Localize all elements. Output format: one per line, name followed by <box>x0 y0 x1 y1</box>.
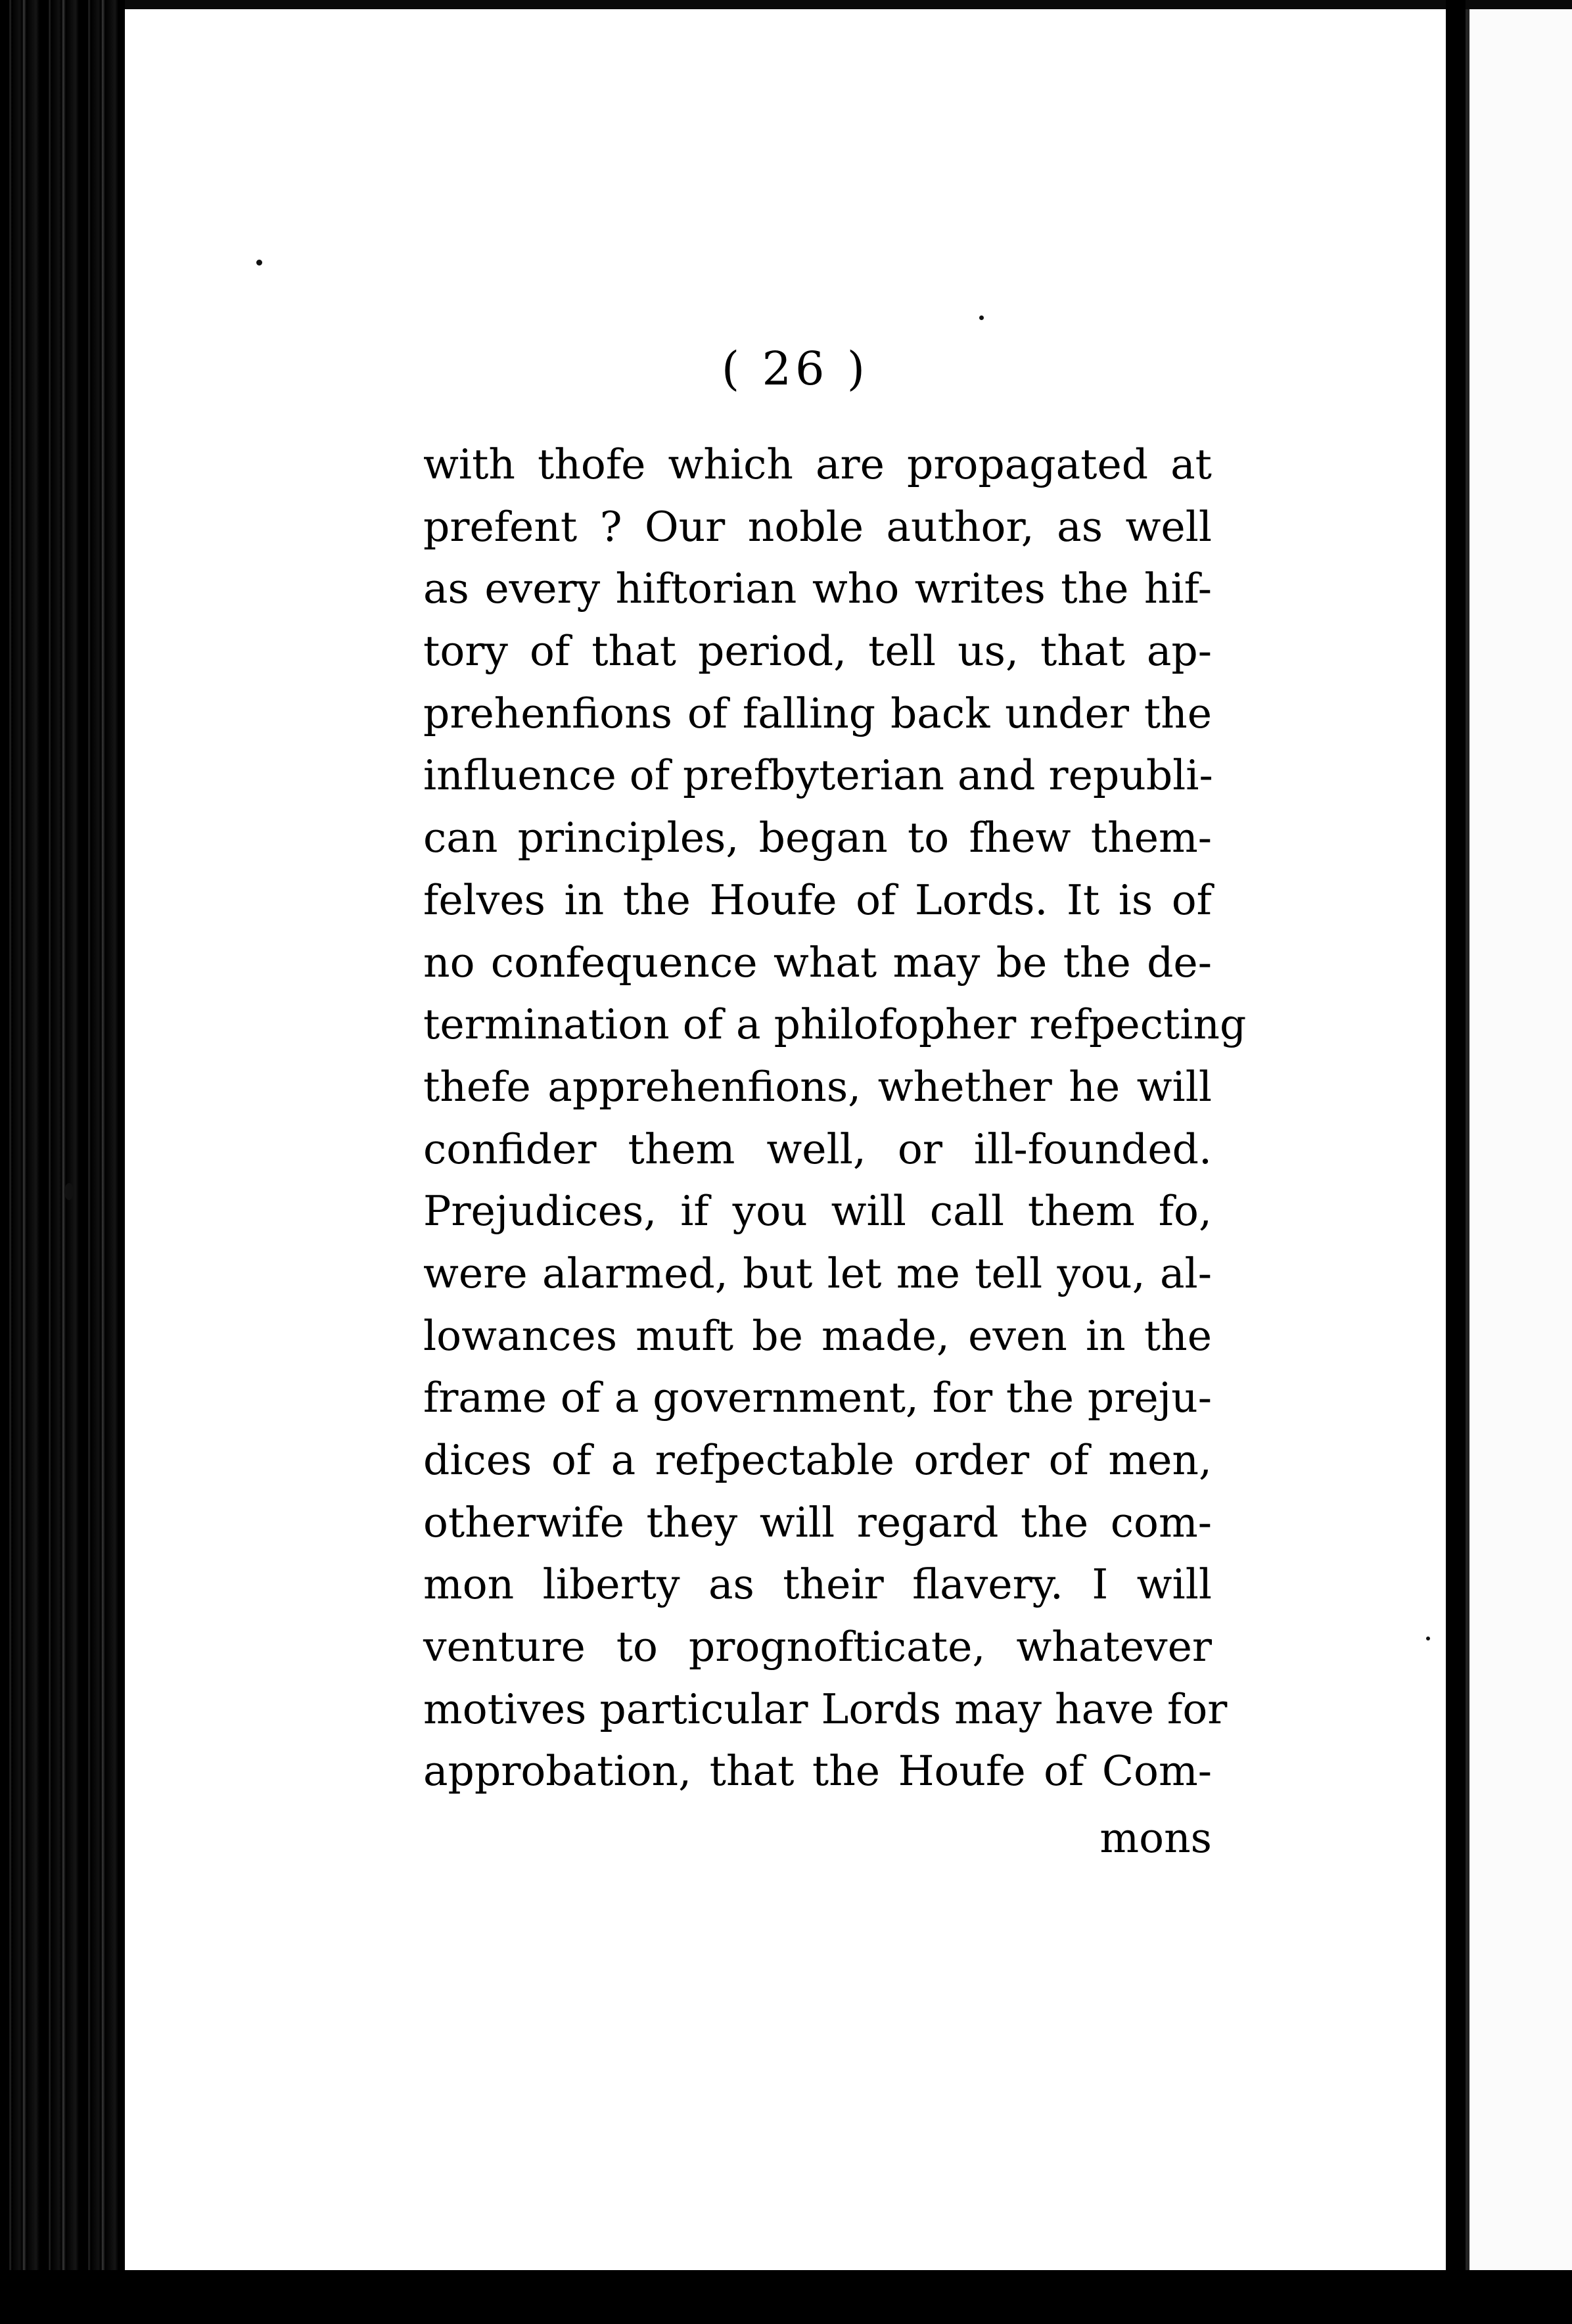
page-gutter-edge <box>1446 0 1466 2324</box>
text-line: Prejudices, if you will call them fo, <box>423 1187 1212 1236</box>
text-line: termination of a philofopher refpecting <box>423 1000 1247 1049</box>
body-text <box>423 434 1247 1803</box>
paper-speck <box>64 1183 74 1200</box>
text-line: can principles, began to fhew them- <box>423 814 1212 862</box>
text-line: as every hiftorian who writes the hif- <box>423 565 1212 613</box>
text-line: tory of that period, tell us, that ap- <box>423 627 1212 676</box>
text-line: prehenfions of falling back under the <box>423 689 1212 737</box>
text-line: prefent ? Our noble author, as well <box>423 502 1212 551</box>
text-line: dices of a refpectable order of men, <box>423 1436 1212 1484</box>
text-line: thefe apprehenfions, whether he will <box>423 1062 1212 1111</box>
book-binding-edge <box>0 0 125 2324</box>
catchword: mons <box>1099 1814 1212 1862</box>
bottom-scan-edge <box>0 2270 1572 2324</box>
text-line: with thofe which are propagated at <box>423 440 1212 488</box>
text-line: were alarmed, but let me tell you, al- <box>423 1249 1212 1297</box>
text-line: motives particular Lords may have for <box>423 1685 1228 1733</box>
text-line: felves in the Houfe of Lords. It is of <box>423 875 1212 924</box>
text-line: mon liberty as their flavery. I will <box>423 1560 1212 1609</box>
text-line: no confequence what may be the de- <box>423 938 1212 987</box>
adjacent-page-edge <box>1466 9 1572 2270</box>
text-line: frame of a government, for the preju- <box>423 1374 1212 1422</box>
text-line: otherwife they will regard the com- <box>423 1498 1212 1546</box>
paper-speck <box>979 315 984 320</box>
paper-speck <box>1426 1637 1430 1640</box>
text-line: approbation, that the Houfe of Com- <box>423 1747 1212 1796</box>
text-line: influence of prefbyterian and republi- <box>423 751 1213 800</box>
text-line: lowances muft be made, even in the <box>423 1311 1212 1360</box>
text-line: confider them well, or ill-founded. <box>423 1125 1212 1173</box>
page-number: ( 26 ) <box>721 342 869 396</box>
text-line: venture to prognofticate, whatever <box>423 1623 1212 1671</box>
paper-speck <box>256 260 262 266</box>
